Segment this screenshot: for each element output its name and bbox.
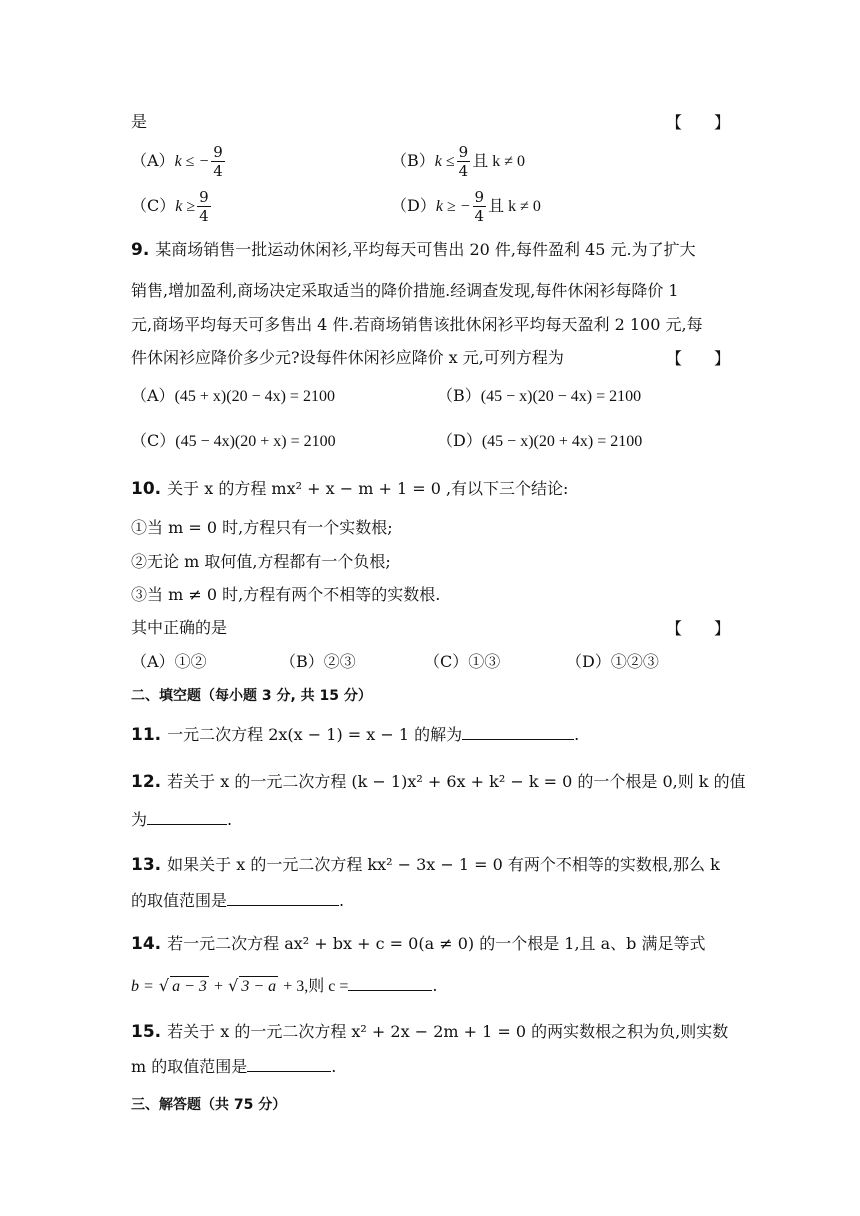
q14-sqrt-1: a − 3 (172, 978, 207, 995)
q10-stem: 10. 关于 x 的方程 mx² + x − m + 1 = 0 ,有以下三个结论: (131, 479, 569, 499)
q9-option-a: （A）(45 + x)(20 − 4x) = 2100 (131, 386, 335, 405)
sqrt-symbol-1: √ (158, 976, 170, 995)
q14-answer-blank (348, 974, 432, 991)
q10-option-d: （D）①②③ (566, 652, 659, 671)
q13-number: 13. (131, 855, 162, 875)
q10-option-b: （B）②③ (280, 652, 356, 671)
q10-answer-bracket: 【 】 (665, 619, 730, 638)
q9-line-4: 件休闲衫应降价多少元?设每件休闲衫应降价 x 元,可列方程为 (131, 348, 564, 367)
q15-line-2: m 的取值范围是 . (131, 1057, 337, 1076)
q8-answer-bracket: 【 】 (665, 113, 730, 132)
q9-line-1: 9. 某商场销售一批运动休闲衫,平均每天可售出 20 件,每件盈利 45 元.为了扩大 (131, 240, 696, 260)
q12-answer-blank (147, 808, 227, 825)
q8-stem-tail: 是 (131, 112, 148, 131)
q8-option-a-frac: $\frac{9}{4}$ (213, 143, 223, 180)
q12-number: 12. (131, 772, 162, 792)
q10-ask: 其中正确的是 (131, 618, 228, 637)
q10-item-3: ③当 m ≠ 0 时,方程有两个不相等的实数根. (131, 585, 441, 604)
q15-line-1: 15. 若关于 x 的一元二次方程 x² + 2x − 2m + 1 = 0 的两实数根之积为负,则实数 (131, 1022, 729, 1042)
q14-line-2: b = √ a − 3 + √ 3 − a + 3,则 c = . (131, 976, 438, 995)
q8-option-d-frac: $\frac{9}{4}$ (474, 188, 485, 225)
q15-answer-blank (247, 1055, 331, 1072)
q13-answer-blank (227, 889, 339, 906)
q10-item-2: ②无论 m 取何值,方程都有一个负根; (131, 552, 391, 571)
q9-answer-bracket: 【 】 (665, 349, 730, 368)
q10-option-a: （A）①② (131, 652, 207, 671)
q10-item-1: ①当 m = 0 时,方程只有一个实数根; (131, 518, 393, 537)
q15-number: 15. (131, 1022, 162, 1042)
q11: 11. 一元二次方程 2x(x − 1) = x − 1 的解为 . (131, 725, 580, 745)
q14-sqrt-2: 3 − a (241, 978, 277, 995)
sqrt-symbol-2: √ (228, 976, 239, 995)
q9-option-d: （D）(45 − x)(20 + 4x) = 2100 (437, 431, 643, 450)
q9-line-2: 销售,增加盈利,商场决定采取适当的降价措施.经调查发现,每件休闲衫每降价 1 (131, 281, 679, 300)
q8-option-c: （C）k ≥ $\frac{9}{4}$ (131, 188, 209, 225)
q9-option-b: （B）(45 − x)(20 − 4x) = 2100 (437, 386, 642, 405)
section-3-heading: 三、解答题（共 75 分） (131, 1097, 287, 1113)
q13-line-2: 的取值范围是 . (131, 891, 345, 910)
q8-option-b-frac: $\frac{9}{4}$ (458, 143, 469, 180)
q9-number: 9. (131, 240, 150, 260)
q11-answer-blank (462, 723, 574, 740)
q10-number: 10. (131, 479, 162, 499)
q12-line-2: 为 . (131, 810, 233, 829)
q8-option-a: （A）k ≤ − $\frac{9}{4}$ (131, 143, 223, 180)
q12-line-1: 12. 若关于 x 的一元二次方程 (k − 1)x² + 6x + k² − k = 0 的一个根是 0,则 k 的值 (131, 772, 746, 792)
q10-option-c: （C）①③ (424, 652, 501, 671)
q13-line-1: 13. 如果关于 x 的一元二次方程 kx² − 3x − 1 = 0 有两个不相等的实数根,那么 k (131, 855, 720, 875)
q14-number: 14. (131, 934, 162, 954)
q9-line-3: 元,商场平均每天可多售出 4 件.若商场销售该批休闲衫平均每天盈利 2 100 元,每 (131, 315, 703, 334)
q8-option-d: （D）k ≥ − $\frac{9}{4}$ 且 k ≠ 0 (391, 188, 541, 225)
q8-option-c-frac: $\frac{9}{4}$ (199, 188, 209, 225)
q8-option-b: （B）k ≤ $\frac{9}{4}$ 且 k ≠ 0 (391, 143, 525, 180)
q11-number: 11. (131, 725, 162, 745)
section-2-heading: 二、填空题（每小题 3 分, 共 15 分） (131, 688, 372, 704)
q9-option-c: （C）(45 − 4x)(20 + x) = 2100 (131, 431, 336, 450)
q14-line-1: 14. 若一元二次方程 ax² + bx + c = 0(a ≠ 0) 的一个根是 1,且 a、b 满足等式 (131, 934, 706, 954)
